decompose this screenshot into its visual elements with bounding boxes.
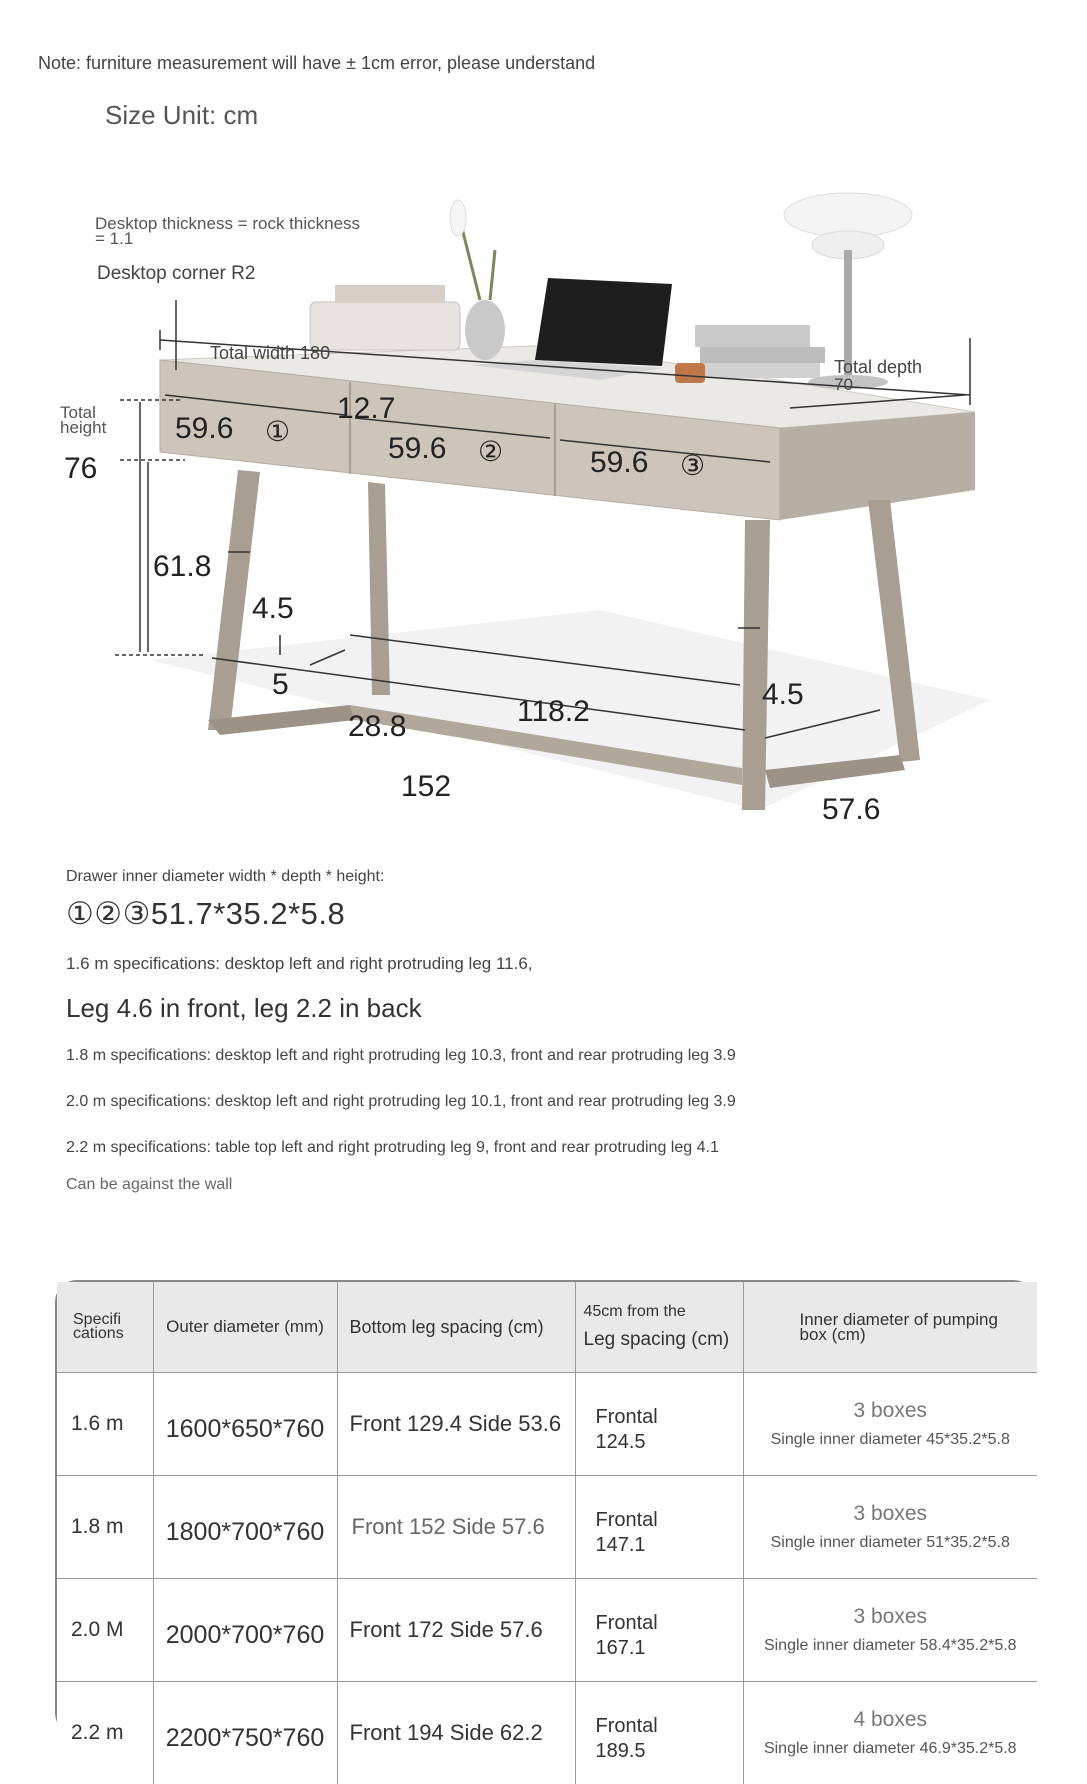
drawer-width-2: 59.6 [388,432,446,466]
cell-inner [743,1579,1037,1682]
cell-bottom: Front 129.4 Side 53.6 [337,1373,575,1476]
table-row [57,1476,1037,1579]
header-leg-spacing-line-1: 45cm from the [584,1303,743,1321]
book-stack-right [695,325,810,347]
total-height-value: 76 [64,452,97,486]
frontal-value: 124.5 [596,1430,743,1455]
foot-depth-value: 28.8 [348,710,406,744]
box-count: 3 boxes [744,1399,1038,1423]
table-header-row [57,1282,1037,1373]
box-count: 3 boxes [744,1605,1038,1629]
cell-spec: 2.0 M [57,1579,153,1682]
frontal-value: 167.1 [596,1636,743,1661]
foot-height-value: 5 [272,668,289,702]
inner-diameter: Single inner diameter 45*35.2*5.8 [744,1431,1038,1449]
desk-diagram [0,190,1087,850]
spec-2-0: 2.0 m specifications: desktop left and right protruding leg 10.1, front and rear protruding leg 3.9 [66,1093,736,1111]
measurement-note: Note: furniture measurement will have ± 1cm error, please understand [38,53,595,74]
box-count: 3 boxes [744,1502,1038,1526]
header-inner-line-2: box (cm) [800,1327,1038,1342]
inner-diameter: Single inner diameter 58.4*35.2*5.8 [744,1637,1038,1655]
frontal-label: Frontal [596,1508,743,1533]
drawer-size-title: Drawer inner diameter width * depth * height: [66,868,384,886]
box-count: 4 boxes [744,1708,1038,1732]
base-depth-value: 57.6 [822,793,880,827]
header-inner-line-1: Inner diameter of pumping [800,1312,1038,1327]
header-inner [743,1282,1037,1373]
cell-frontal [575,1476,743,1579]
inner-diameter: Single inner diameter 46.9*35.2*5.8 [744,1740,1038,1758]
cell-outer: 2200*750*760 [153,1682,337,1784]
cell-inner [743,1373,1037,1476]
laptop-screen [535,278,672,366]
spec-2-2: 2.2 m specifications: table top left and right protruding leg 9, front and rear protruding leg 4.1 [66,1139,719,1157]
drawer-number-1: ① [265,415,290,448]
base-width-value: 152 [401,770,451,804]
flower [450,200,466,236]
stretcher-value: 118.2 [517,695,590,729]
corner-note: Desktop corner R2 [97,263,255,285]
table-row [57,1682,1037,1784]
cell-frontal [575,1682,743,1784]
frontal-value: 147.1 [596,1533,743,1558]
header-outer: Outer diameter (mm) [153,1282,337,1373]
cell-frontal [575,1579,743,1682]
thickness-note [95,216,360,246]
header-leg-spacing-line-2: Leg spacing (cm) [584,1329,743,1351]
table-row [57,1579,1037,1682]
drawer-size-value: ①②③51.7*35.2*5.8 [66,896,345,932]
cell-spec: 2.2 m [57,1682,153,1784]
total-height-line-2: height [60,420,106,435]
radio [310,302,460,350]
frontal-value: 189.5 [596,1739,743,1764]
overhang-value: 12.7 [337,392,395,426]
cell-spec: 1.8 m [57,1476,153,1579]
drawer-width-1: 59.6 [175,412,233,446]
cup [675,363,705,383]
cell-outer: 1600*650*760 [153,1373,337,1476]
leg-width-left-value: 4.5 [252,592,294,626]
cell-outer: 1800*700*760 [153,1476,337,1579]
cell-bottom: Front 152 Side 57.6 [337,1476,575,1579]
frontal-label: Frontal [596,1611,743,1636]
spec-1-8: 1.8 m specifications: desktop left and right protruding leg 10.3, front and rear protruding leg 3.9 [66,1047,736,1065]
header-spec-line-1: Specifi [73,1313,153,1327]
leg-width-right-value: 4.5 [762,678,804,712]
spec-1-6-line-1: 1.6 m specifications: desktop left and right protruding leg 11.6, [66,954,533,974]
header-spec [57,1282,153,1373]
cell-frontal [575,1373,743,1476]
frontal-label: Frontal [596,1714,743,1739]
header-leg-spacing [575,1282,743,1373]
spec-table [55,1280,1035,1735]
cell-bottom: Front 194 Side 62.2 [337,1682,575,1784]
book-stack-left [335,285,445,303]
cell-bottom: Front 172 Side 57.6 [337,1579,575,1682]
drawer-width-3: 59.6 [590,446,648,480]
cell-inner [743,1476,1037,1579]
drawer-number-3: ③ [680,449,705,482]
header-spec-line-2: cations [73,1327,153,1341]
thickness-line-1: Desktop thickness = rock thickness [95,216,360,231]
spec-1-6-line-2: Leg 4.6 in front, leg 2.2 in back [66,993,422,1024]
table-row [57,1373,1037,1476]
drawer-number-2: ② [478,435,503,468]
lamp-shade [784,193,912,237]
total-depth-label: Total depth [834,357,922,378]
cell-inner [743,1682,1037,1784]
thickness-line-2: = 1.1 [95,231,360,246]
total-height-line-1: Total [60,405,106,420]
inner-diameter: Single inner diameter 51*35.2*5.8 [744,1534,1038,1552]
total-height-label [60,405,106,435]
frontal-label: Frontal [596,1405,743,1430]
total-width-label: Total width 180 [210,343,330,364]
total-depth-value: 70 [834,375,853,395]
cell-outer: 2000*700*760 [153,1579,337,1682]
header-bottom: Bottom leg spacing (cm) [337,1282,575,1373]
vase [465,300,505,360]
wall-note: Can be against the wall [66,1176,232,1194]
desk-illustration [0,190,1087,850]
leg-height-value: 61.8 [153,550,211,584]
cell-spec: 1.6 m [57,1373,153,1476]
size-unit: Size Unit: cm [105,100,258,131]
